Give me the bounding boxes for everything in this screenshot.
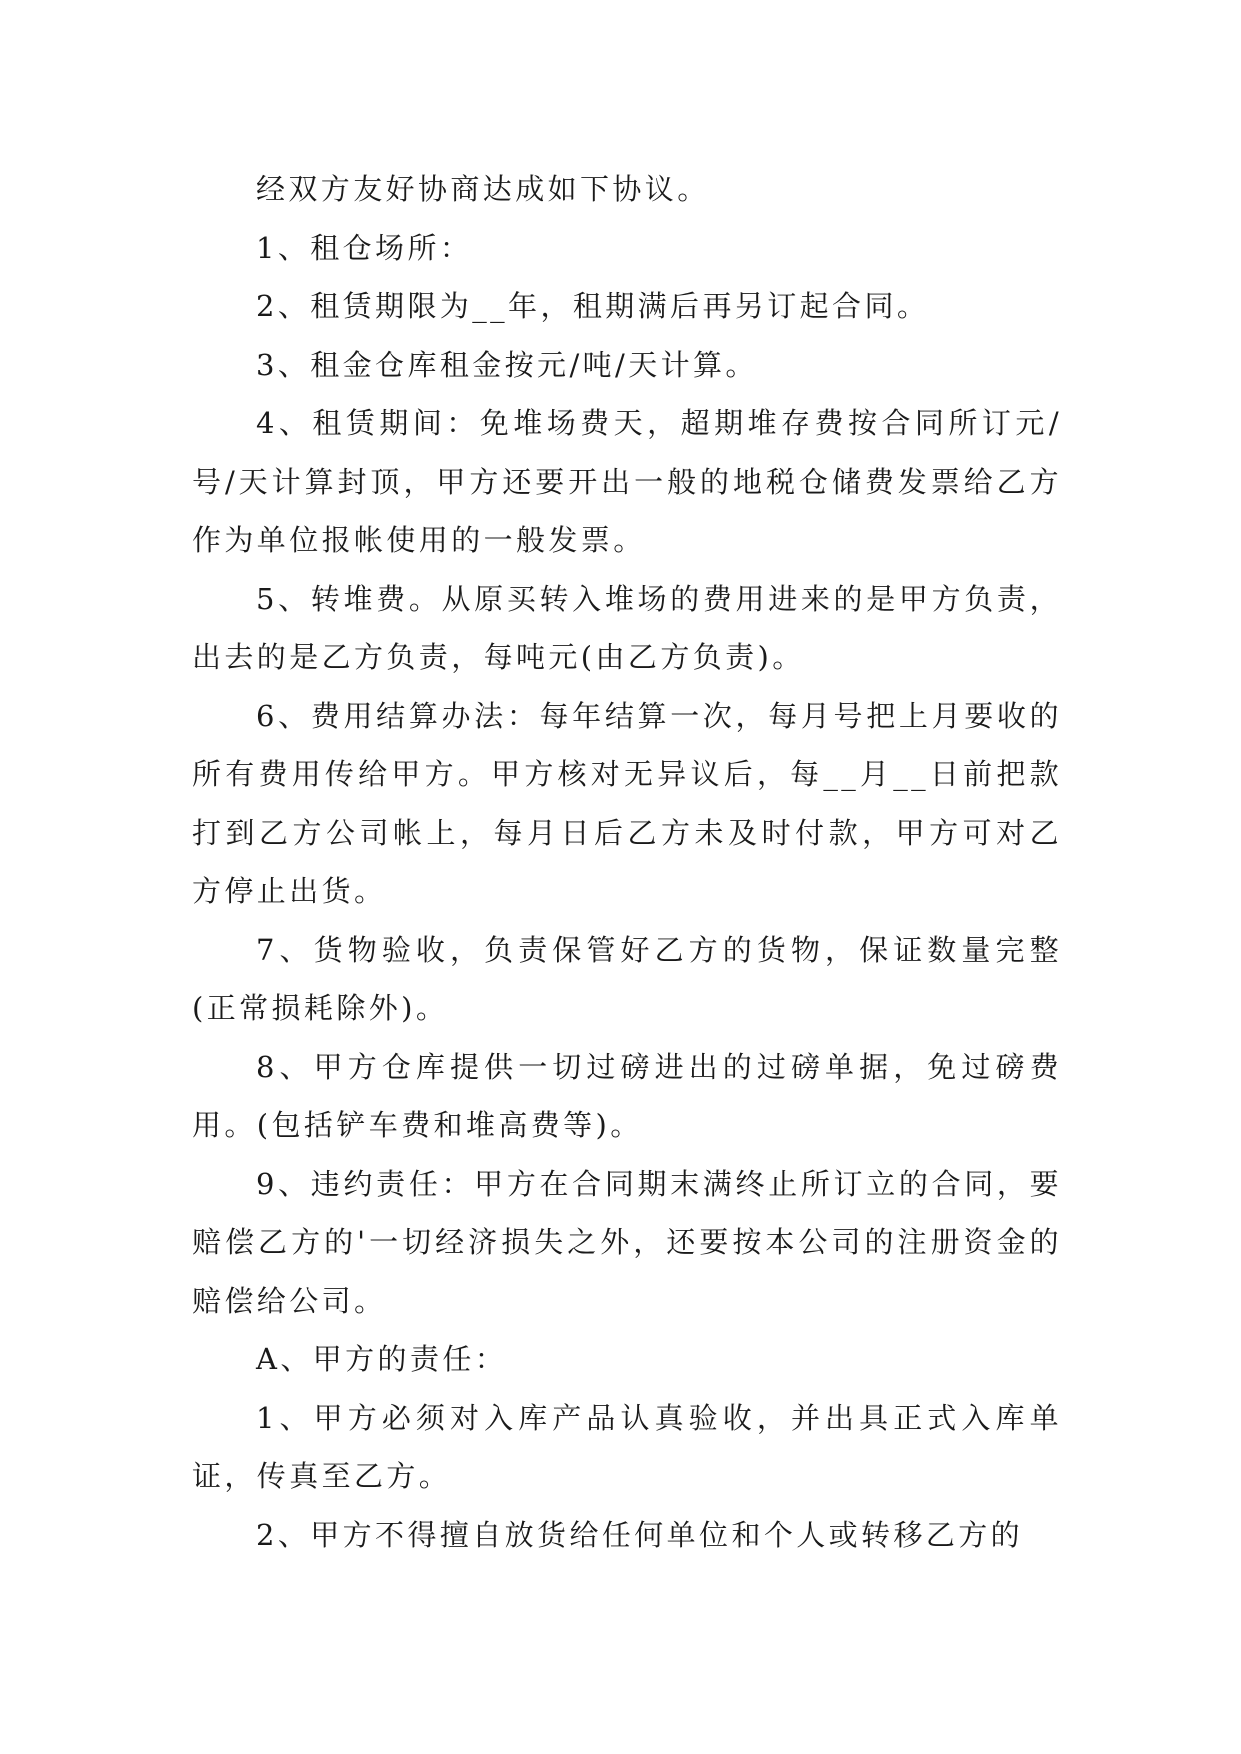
paragraph-clause-8: 8、甲方仓库提供一切过磅进出的过磅单据，免过磅费用。(包括铲车费和堆高费等)。: [192, 1049, 1062, 1142]
section-heading-party-a: A、甲方的责任：: [256, 1342, 508, 1376]
paragraph-intro: 经双方友好协商达成如下协议。: [256, 172, 710, 206]
paragraph-party-a-1: 1、甲方必须对入库产品认真验收，并出具正式入库单证，传真至乙方。: [192, 1400, 1062, 1493]
paragraph-clause-3: 3、租金仓库租金按元/吨/天计算。: [256, 347, 758, 382]
contract-body: [192, 160, 1062, 1564]
paragraph-clause-7: 7、货物验收，负责保管好乙方的货物，保证数量完整(正常损耗除外)。: [192, 932, 1062, 1025]
paragraph-clause-5: 5、转堆费。从原买转入堆场的费用进来的是甲方负责，出去的是乙方负责，每吨元(由乙方负责)。: [192, 581, 1062, 674]
paragraph-clause-6: 6、费用结算办法：每年结算一次，每月号把上月要收的所有费用传给甲方。甲方核对无异议后，每__月__日前把款打到乙方公司帐上，每月日后乙方未及时付款，甲方可对乙方停止出货。: [192, 698, 1062, 908]
paragraph-clause-9: 9、违约责任：甲方在合同期末满终止所订立的合同，要赔偿乙方的'一切经济损失之外，还要按本公司的注册资金的赔偿给公司。: [192, 1166, 1062, 1318]
paragraph-clause-1: 1、租仓场所：: [256, 230, 473, 265]
paragraph-clause-4: 4、租赁期间：免堆场费天，超期堆存费按合同所订元/号/天计算封顶，甲方还要开出一般的地税仓储费发票给乙方作为单位报帐使用的一般发票。: [192, 406, 1062, 557]
paragraph-clause-2: 2、租赁期限为__年，租期满后再另订起合同。: [256, 289, 930, 323]
paragraph-party-a-2: 2、甲方不得擅自放货给任何单位和个人或转移乙方的: [256, 1517, 1024, 1552]
